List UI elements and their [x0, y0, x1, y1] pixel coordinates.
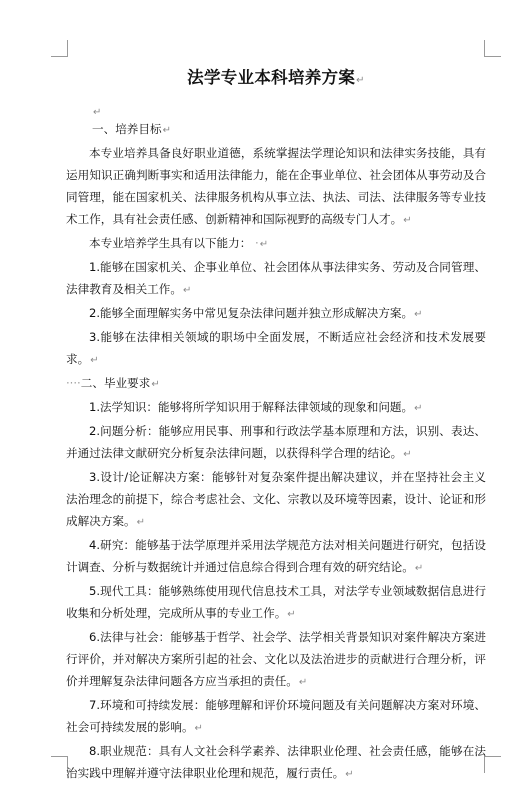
section2-item-text: 8.职业规范：具有人文社会科学素养、法律职业伦理、社会责任感，能够在法治实践中理解并遵守法律职业伦理和规范，履行责任。: [66, 744, 486, 780]
section2-heading: ····二、毕业要求↵: [66, 376, 160, 390]
paragraph-mark: ↵: [151, 379, 160, 390]
section1-lead: 本专业培养学生具有以下能力： ·↵: [89, 236, 269, 250]
paragraph-mark: ↵: [287, 609, 296, 620]
document-title-text: 法学专业本科培养方案: [187, 68, 356, 87]
paragraph-mark: ↵: [90, 355, 99, 366]
crop-mark-bottom-right: [484, 756, 501, 773]
section2-item-text: 5.现代工具：能够熟练使用现代信息技术工具，对法学专业领域数据信息进行收集和分析处理，完成所从事的专业工作。: [66, 584, 486, 620]
crop-mark-top-right: [484, 40, 501, 57]
paragraph-mark: ↵: [414, 309, 423, 320]
section1-heading: [66, 118, 486, 142]
section2-item-text: 2.问题分析：能够应用民事、刑事和行政法学基本原理和方法，识别、表达、并通过法律文献研究分析复杂法律问题，以获得科学合理的结论。: [66, 424, 486, 460]
section2-item-text: 7.环境和可持续发展：能够理解和评价环境问题及有关问题解决方案对环境、社会可持续发展的影响。: [66, 698, 486, 734]
paragraph-mark: ↵: [414, 403, 423, 414]
paragraph-mark: ↵: [136, 517, 145, 528]
section1-item-text: 1.能够在国家机关、企事业单位、社会团体从事法律实务、劳动及合同管理、法律教育及相关工作。: [66, 260, 486, 296]
section1-lead-text: 本专业培养学生具有以下能力：: [89, 236, 252, 250]
paragraph-mark: ↵: [403, 449, 412, 460]
paragraph-mark: ↵: [259, 239, 269, 250]
paragraph-mark: ↵: [93, 107, 102, 118]
section1-item: [66, 256, 486, 302]
paragraph-mark: ↵: [414, 563, 424, 574]
crop-mark-top-left: [51, 40, 68, 57]
section1-intro-text: 本专业培养具备良好职业道德，系统掌握法学理论知识和法律实务技能，具有运用知识正确判断事实和适用法律能力，能在企事业单位、社会团体从事劳动及合同管理，能在国家机关、法律服务机构从事立法、执法、司法、法律服务等专业技术工作，具有社会责任感、创新精神和国际视野的高级专门人才。: [66, 146, 486, 226]
paragraph-mark: ↵: [194, 723, 203, 734]
section2-item: [66, 534, 486, 580]
section2-item-text: 1.法学知识：能够将所学知识用于解释法律领域的现象和问题。: [89, 400, 414, 414]
section2-item: [66, 396, 486, 420]
section1-intro: [66, 142, 486, 232]
section2-item-text: 4.研究：能够基于法学原理并采用法学规范方法对相关问题进行研究，包括设计调查、分析与数据统计并通过信息综合得到合理有效的研究结论。: [66, 538, 486, 574]
section2-heading-text: 二、毕业要求: [80, 376, 151, 390]
paragraph-mark: ↵: [345, 769, 354, 780]
section1-item-text: 2.能够全面理解实务中常见复杂法律问题并独立形成解决方案。: [89, 306, 414, 320]
section2-item-text: 6.法律与社会：能够基于哲学、社会学、法学相关背景知识对案件解决方案进行评价，并对解决方案所引起的社会、文化以及法治进步的贡献进行合理分析，评价并理解复杂法律问题各方应当承担的责任。: [66, 630, 486, 688]
section1-item: [66, 302, 486, 326]
paragraph-mark: ↵: [162, 125, 171, 136]
document-page[interactable]: [66, 58, 486, 786]
paragraph-mark: ↵: [356, 75, 365, 86]
section2-item: [66, 626, 486, 694]
section1-item-text: 3.能够在法律相关领域的职场中全面发展，不断适应社会经济和技术发展要求。: [66, 330, 486, 366]
section2-item: [66, 420, 486, 466]
document-title: [66, 64, 486, 88]
section2-item: [66, 740, 486, 786]
paragraph-mark: ↵: [403, 215, 412, 226]
paragraph-mark: ↵: [182, 285, 192, 296]
paragraph-mark: ↵: [298, 677, 308, 688]
section2-item: [66, 580, 486, 626]
section2-item: [66, 694, 486, 740]
section2-item-text: 3.设计/论证解决方案：能够针对复杂案件提出解决建议，并在坚持社会主义法治理念的前提下，综合考虑社会、文化、宗教以及环境等因素，设计、论证和形成解决方案。: [66, 470, 486, 528]
section1-heading-text: 一、培养目标: [92, 122, 162, 136]
blank-line: [66, 100, 486, 118]
section2-item: [66, 466, 486, 534]
section1-item: [66, 326, 486, 372]
